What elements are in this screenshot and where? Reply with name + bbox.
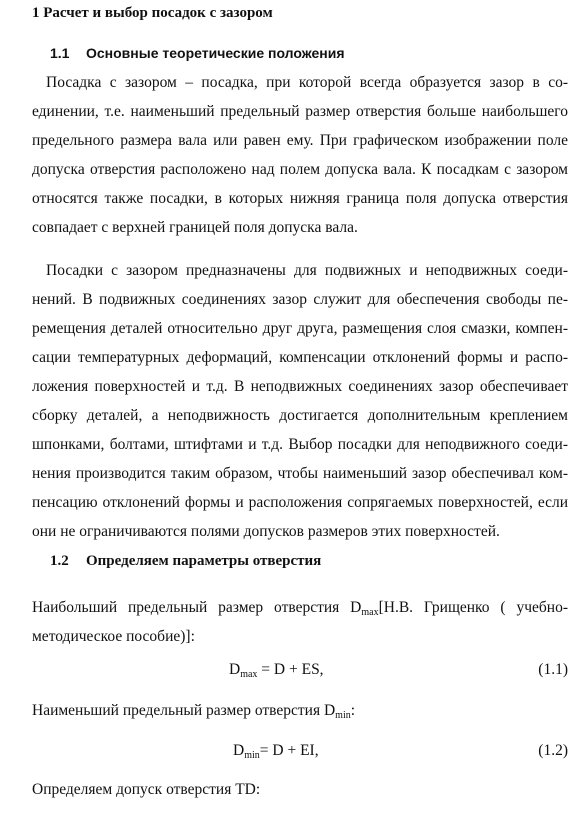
paragraph-line: методическое пособие)]: xyxy=(32,628,195,645)
formula-subscript: min xyxy=(244,750,260,761)
paragraph-line: допуска отверстия расположено над полем допуска вала. К посадкам с зазором xyxy=(32,161,568,178)
paragraph-tolerance: Определяем допуск отверстия TD: xyxy=(32,781,261,798)
paragraph-line: сборку деталей, а неподвижность достигается дополнительным креплением xyxy=(32,407,568,424)
formula-expression: = D + EI, xyxy=(259,742,319,759)
paragraph-line: пенсацию отклонений формы и расположения сопрягаемых поверхностей, если xyxy=(32,494,568,511)
paragraph-fit-purpose xyxy=(32,256,568,546)
equation-number-1-1: (1.1) xyxy=(538,661,568,678)
text-fragment: [Н.В. Грищенко ( учебно- xyxy=(378,599,568,616)
text-fragment: : xyxy=(350,702,356,719)
subsection-title: Основные теоретические положения xyxy=(86,45,345,61)
paragraph-fit-definition xyxy=(32,68,568,242)
paragraph-line: предельного размера вала или равен ему. При графическом изображении поле xyxy=(32,132,568,149)
paragraph-line: Посадки с зазором предназначены для подвижных и неподвижных соеди- xyxy=(46,262,568,279)
paragraph-line: сации температурных деформаций, компенсации отклонений формы и распо- xyxy=(32,349,568,366)
paragraph-line: ложения поверхностей и т.д. В неподвижных соединениях зазор обеспечивает xyxy=(32,378,568,395)
paragraph-line: совпадает с верхней границей поля допуска вала. xyxy=(32,219,358,236)
paragraph-line: нения производится таким образом, чтобы наименьший зазор обеспечивал ком- xyxy=(32,465,568,482)
paragraph-max-size xyxy=(32,593,568,651)
subsection-number: 1.2 xyxy=(50,553,69,569)
paragraph-line: относятся также посадки, в которых нижняя граница поля допуска отверстия xyxy=(32,190,568,207)
subsection-number: 1.1 xyxy=(50,45,70,61)
text-fragment: Наибольший предельный размер отверстия D xyxy=(32,599,362,616)
subscript: max xyxy=(361,607,379,618)
paragraph-line: они не ограничиваются полями допусков размеров этих поверхностей. xyxy=(32,523,500,540)
paragraph-line: нений. В подвижных соединениях зазор служит для обеспечения свободы пе- xyxy=(32,291,568,308)
subsection-heading-1-1 xyxy=(50,44,345,62)
paragraph-min-size xyxy=(32,701,355,721)
formula-subscript: max xyxy=(240,669,258,680)
formula-variable: D xyxy=(229,661,241,678)
formula-d-min xyxy=(233,741,319,761)
section-title: 1 Расчет и выбор посадок с зазором xyxy=(32,5,273,21)
subsection-title: Определяем параметры отверстия xyxy=(86,553,322,569)
paragraph-line xyxy=(32,593,568,622)
equation-number-1-2: (1.2) xyxy=(538,742,568,759)
paragraph-line: ремещения деталей относительно друг друга, размещения слоя смазки, компен- xyxy=(32,320,568,337)
paragraph-line: Посадка с зазором – посадка, при которой всегда образуется зазор в со- xyxy=(46,74,568,91)
formula-variable: D xyxy=(233,742,245,759)
paragraph-line: шпонками, болтами, штифтами и т.д. Выбор посадки для неподвижного соеди- xyxy=(32,436,568,453)
subsection-heading-1-2 xyxy=(50,552,321,570)
text-fragment: Наименьший предельный размер отверстия D xyxy=(32,702,336,719)
formula-d-max xyxy=(229,660,324,680)
subscript: min xyxy=(335,710,351,721)
formula-expression: = D + ES, xyxy=(257,661,324,678)
paragraph-line: единении, т.е. наименьший предельный размер отверстия больше наибольшего xyxy=(32,103,568,120)
